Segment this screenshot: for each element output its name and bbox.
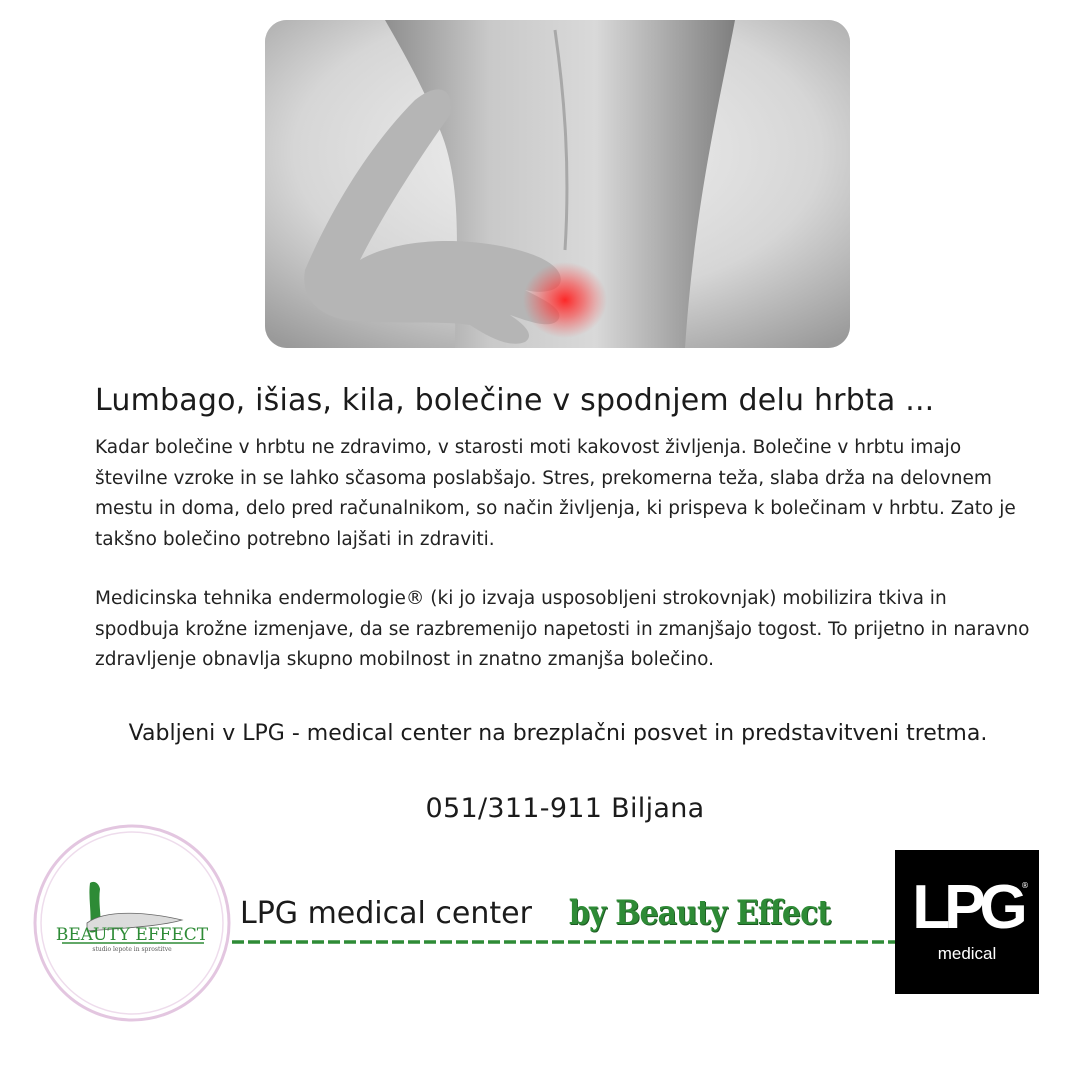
lpg-medical-logo (895, 850, 1039, 994)
lpg-logo-sub: medical (937, 944, 997, 963)
beauty-effect-name: BEAUTY EFFECT (55, 925, 209, 945)
lpg-logo-letters: LPG (912, 873, 1022, 942)
footer-by-beauty-effect: by Beauty Effect (569, 893, 831, 933)
beauty-effect-logo (32, 823, 232, 1023)
headline: Lumbago, išias, kila, bolečine v spodnjem delu hrbta ... (95, 383, 935, 418)
beauty-effect-tagline: studio lepote in sprostitve (92, 946, 172, 953)
paragraph-endermologie: Medicinska tehnika endermologie® (ki jo izvaja usposobljeni strokovnjak) mobilizira tkiva in spodbuja krožne izmenjave, da se razbremenijo napetosti in zmanjšajo togost. To prijetno in naravno zdravljenje obnavlja skupno mobilnost in znatno zmanjša bolečino. (95, 588, 1030, 670)
footer-dashed-divider (232, 939, 896, 945)
lpg-logo-registered: ® (1021, 881, 1029, 890)
hero-image-back-pain (265, 20, 850, 348)
footer-center-name: LPG medical center (240, 896, 532, 931)
contact-phone[interactable]: 051/311-911 Biljana (425, 793, 705, 824)
invitation-text: Vabljeni v LPG - medical center na brezplačni posvet in predstavitveni tretma. (128, 721, 988, 746)
paragraph-back-pain: Kadar bolečine v hrbtu ne zdravimo, v starosti moti kakovost življenja. Bolečine v hrbtu imajo številne vzroke in se lahko sčasoma poslabšajo. Stres, prekomerna teža, slaba drža na delovnem mestu in doma, delo pred računalnikom, so način življenja, ki prispeva k bolečinam v hrbtu. Zato je takšno bolečino potrebno lajšati in zdraviti. (95, 437, 1016, 550)
